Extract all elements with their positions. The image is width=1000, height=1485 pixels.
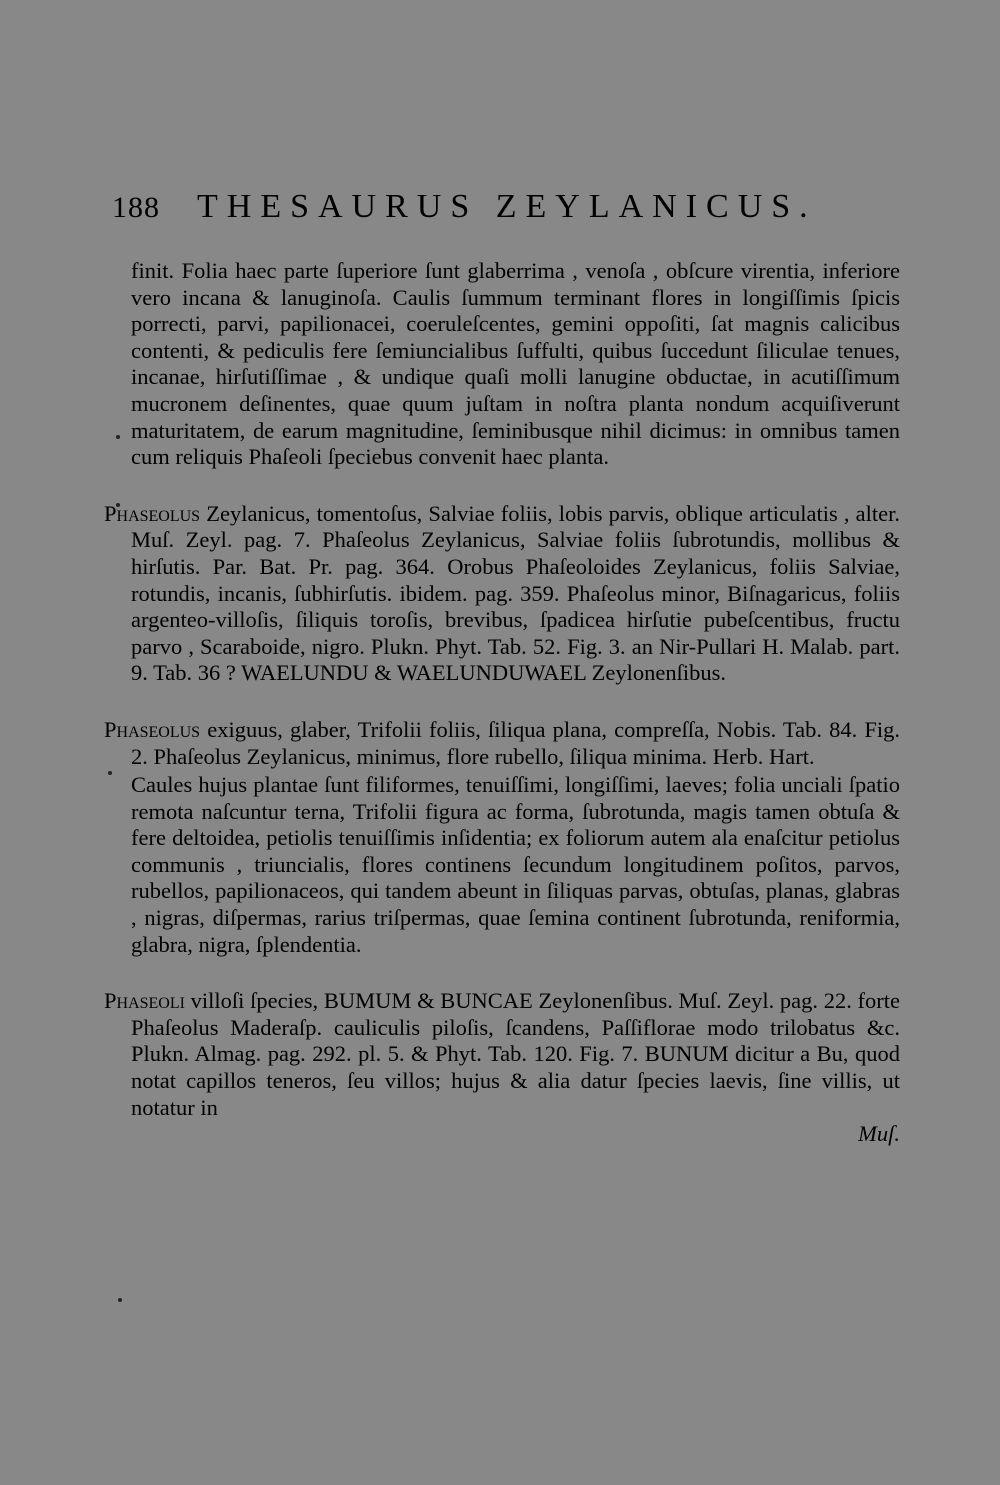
paragraph-gap [104, 687, 900, 717]
entry-lead-word: Phaseolus [104, 500, 201, 526]
species-entry [104, 988, 900, 1121]
entry-text: villoſi ſpecies, BUMUM & BUNCAE Zeylonenſibus. Muſ. Zeyl. pag. 22. forte Phaſeolus Maderaſp. cauliculis piloſis, ſcandens, Paſſiflorae modo trilobatus &c. Plukn. Almag. pag. 292. pl. 5. & Phyt. Tab. 120. Fig. 7. BUNUM dicitur a Bu, quod notat capillos teneros, ſeu villos; hujus & alia datur ſpecies laevis, ſine villis, ut notatur in [131, 988, 900, 1120]
page-number: 188 [112, 191, 160, 224]
description-paragraph [104, 772, 900, 958]
running-title: THESAURUS ZEYLANICUS. [197, 188, 817, 225]
description-text: Caules hujus plantae ſunt filiformes, tenuiſſimi, longiſſimi, laeves; folia unciali ſpatio remota naſcuntur terna, Trifolii figura ac forma, ſubrotunda, magis tamen obtuſa & fere deltoidea, petiolis tenuiſſimis inſidentia; ex foliorum autem ala enaſcitur petiolus communis , triuncialis, flores continens ſecundum longitudinem poſitos, parvos, rubellos, papilionaceos, qui tandem abeunt in ſiliquas parvas, obtuſas, planas, glabras , nigras, diſpermas, rarius triſpermas, quae ſemina continent ſubrotunda, reniformia, glabra, nigra, ſplendentia. [131, 772, 900, 957]
page-header [112, 188, 832, 228]
paragraph-continued [104, 258, 900, 471]
page-body [104, 258, 900, 1148]
margin-mark [118, 1298, 122, 1302]
entry-text: Zeylanicus, tomentoſus, Salviae foliis, lobis parvis, oblique articulatis , alter. Muſ. Zeyl. pag. 7. Phaſeolus Zeylanicus, Salviae foliis ſubrotundis, mollibus & hirſutis. Par. Bat. Pr. pag. 364. Orobus Phaſeoloides Zeylanicus, foliis Salviae, rotundis, incanis, ſubhirſutis. ibidem. pag. 359. Phaſeolus minor, Biſnagaricus, foliis argenteo-villoſis, ſiliquis toroſis, brevibus, ſpadicea hirſutie pubeſcentibus, fructu parvo , Scaraboide, nigro. Plukn. Phyt. Tab. 52. Fig. 3. an Nir-Pullari H. Malab. part. 9. Tab. 36 ? WAELUNDU & WAELUNDUWAEL Zeylonenſibus. [131, 500, 900, 686]
catchword: Muſ. [858, 1121, 900, 1147]
species-entry [104, 717, 900, 770]
paragraph-gap [104, 958, 900, 988]
entry-lead-word: Phaseolus [104, 716, 201, 742]
paragraph-gap [104, 471, 900, 501]
entry-lead-word: Phaseoli [104, 988, 185, 1014]
paragraph-text: finit. Folia haec parte ſuperiore ſunt glaberrima , venoſa , obſcure virentia, inferiore vero incana & lanuginoſa. Caulis ſummum terminant flores in longiſſimis ſpicis porrecti, parvi, papilionacei, coeruleſcentes, gemini oppoſiti, ſat magnis calicibus contenti, & pediculis fere ſemiuncialibus ſuffulti, quibus ſuccedunt ſiliculae tenues, incanae, hirſutiſſimae , & undique quaſi molli lanugine obductae, in acutiſſimum mucronem deſinentes, quae quum juſtam in noſtra planta nondum acquiſiverunt maturitatem, de earum magnitudine, ſeminibusque nihil dicimus: in omnibus tamen cum reliquis Phaſeoli ſpeciebus convenit haec planta. [131, 258, 900, 470]
species-entry [104, 501, 900, 687]
entry-text: exiguus, glaber, Trifolii foliis, ſiliqua plana, compreſſa, Nobis. Tab. 84. Fig. 2. Phaſeolus Zeylanicus, minimus, flore rubello, ſiliqua minima. Herb. Hart. [131, 716, 900, 769]
